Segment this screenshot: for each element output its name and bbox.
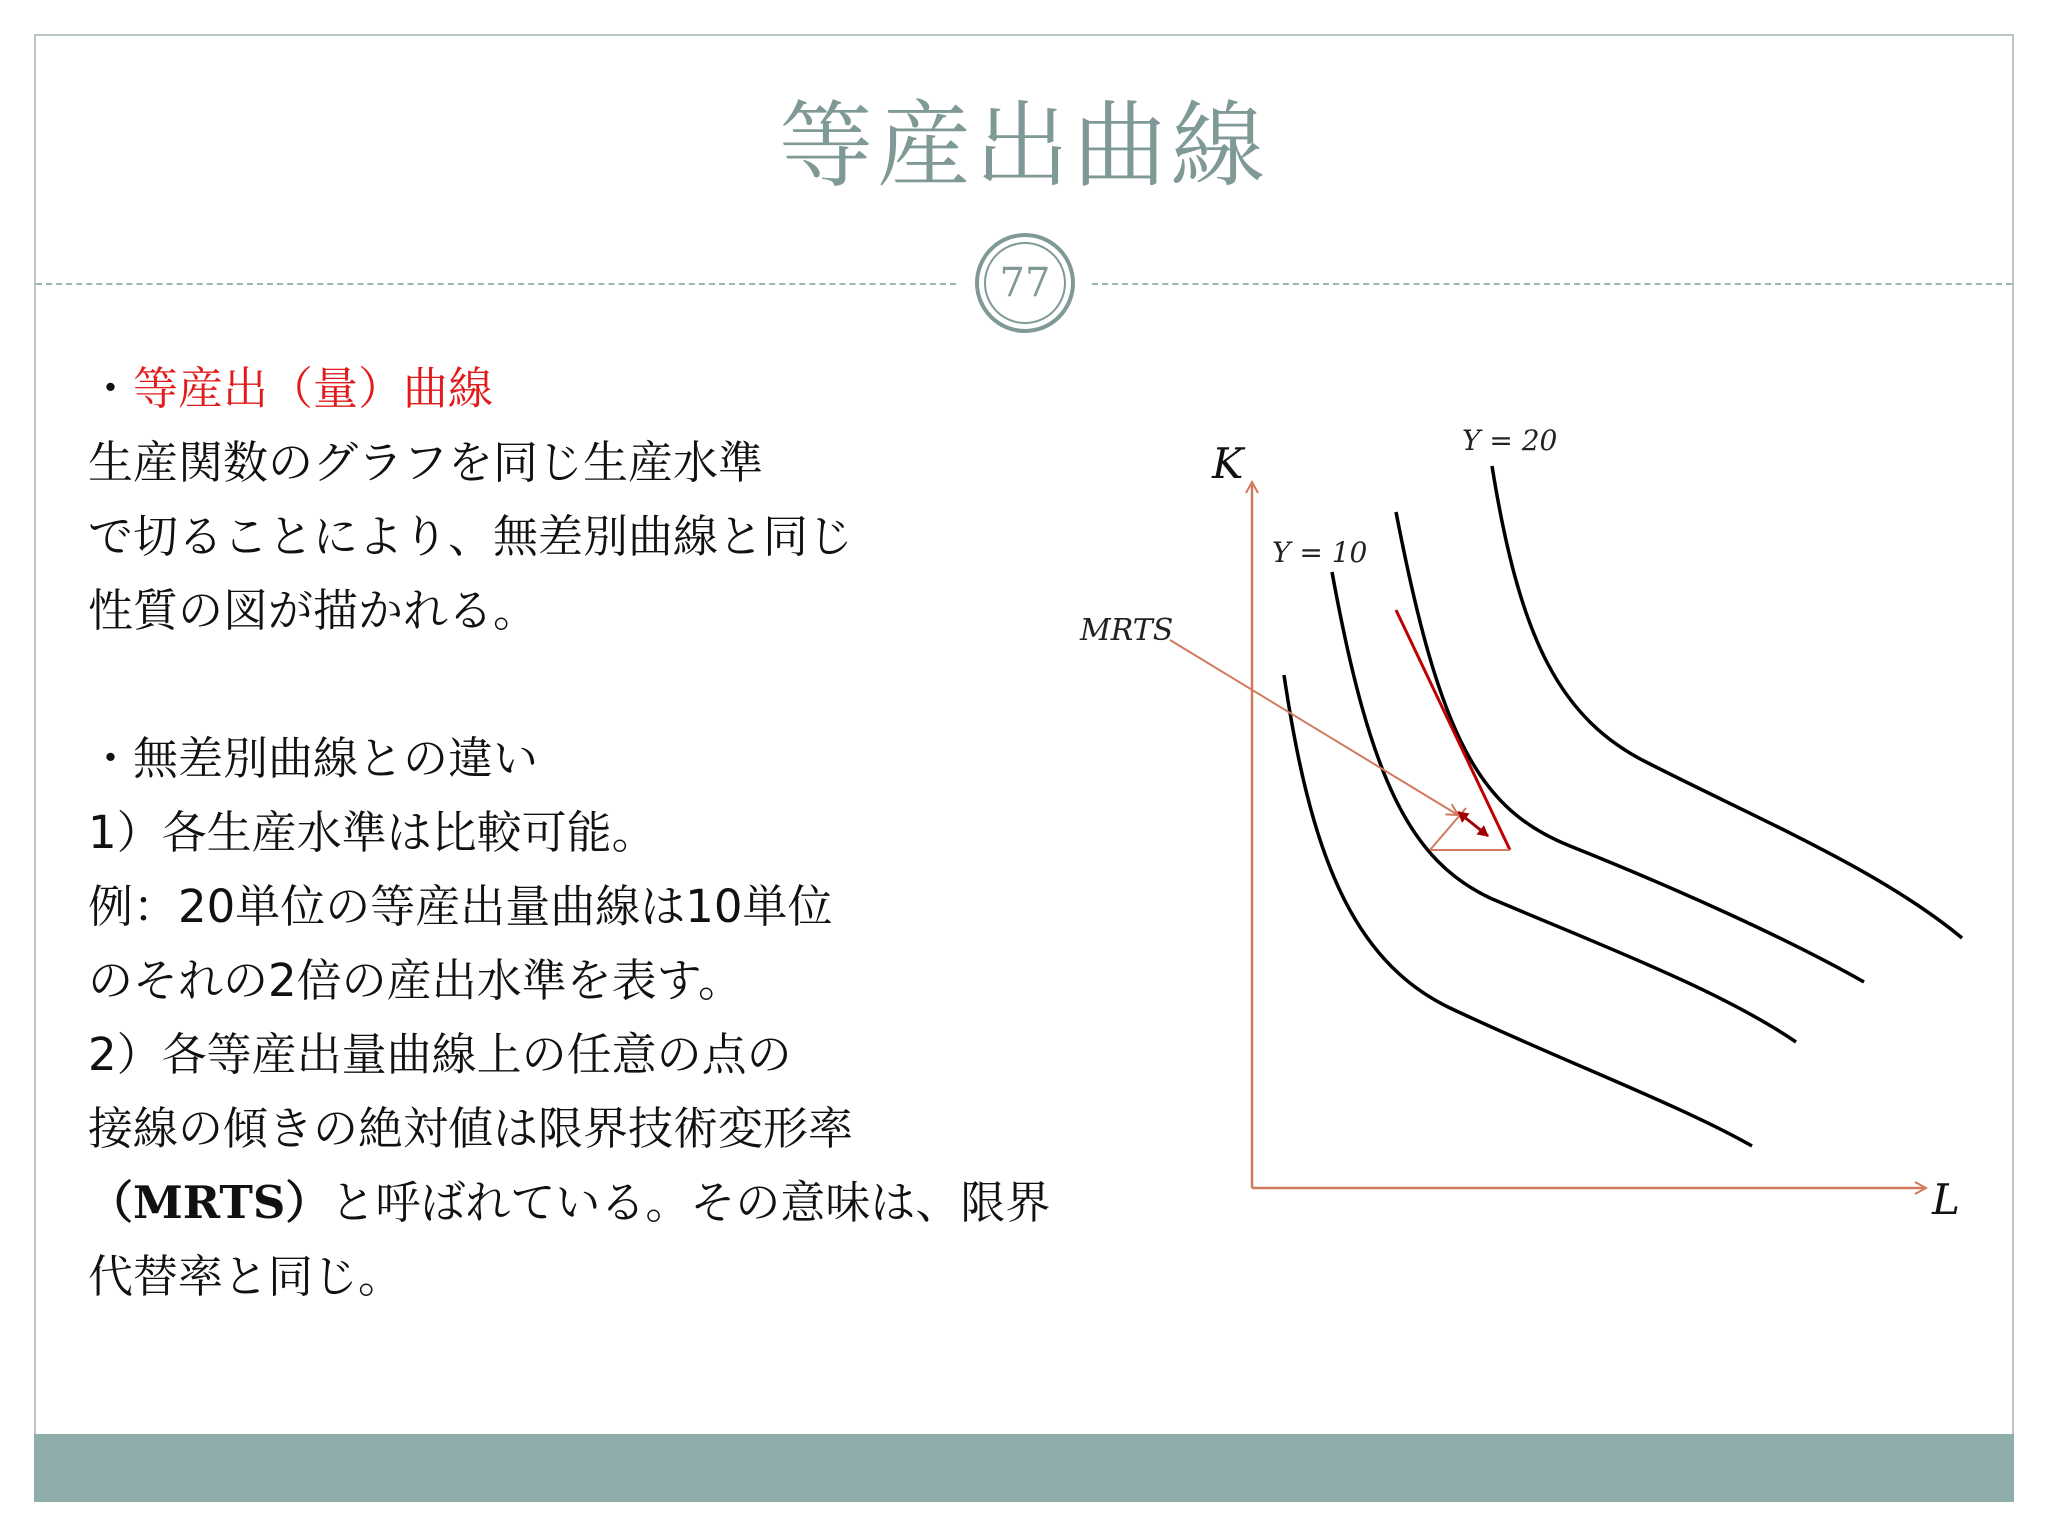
mrts-line-text: と呼ばれている。その意味は、限界 [330, 1176, 1051, 1229]
slide-body [88, 352, 1088, 1314]
footer-bar [34, 1434, 2014, 1502]
title-divider-right [1092, 283, 2012, 285]
slide-title: 等産出曲線 [778, 92, 1269, 201]
blank-line [88, 648, 1088, 722]
paragraph-line: 代替率と同じ。 [88, 1250, 404, 1303]
paragraph-line: 生産関数のグラフを同じ生産水準 [88, 436, 764, 489]
mrts-line [88, 1166, 1088, 1240]
slope-double-arrow [1458, 812, 1488, 836]
paragraph-line: 1）各生産水準は比較可能。 [88, 806, 657, 859]
isoquant-curve-3 [1396, 512, 1864, 982]
paragraph-line: 例：20単位の等産出量曲線は10単位 [88, 880, 833, 933]
heading-differences: ・無差別曲線との違い [88, 732, 539, 785]
isoquant-curve-y10 [1332, 572, 1796, 1042]
tangent-line [1396, 610, 1510, 850]
isoquant-curve-y20 [1492, 466, 1962, 938]
bullet: ・ [88, 362, 134, 415]
page-number: 77 [999, 260, 1051, 306]
paragraph-line: 2）各等産出量曲線上の任意の点の [88, 1028, 792, 1081]
isoquant-diagram [1060, 400, 1990, 1260]
paragraph-line: 性質の図が描かれる。 [88, 584, 539, 637]
curve-label-y20: Y = 20 [1462, 424, 1558, 457]
heading-isoquant [88, 352, 1088, 426]
mrts-term: （MRTS） [88, 1176, 331, 1229]
page-number-badge [975, 233, 1075, 333]
title-divider-left [36, 283, 956, 285]
y-axis-label: K [1212, 439, 1244, 488]
x-axis-label: L [1932, 1175, 1960, 1224]
paragraph-line: で切ることにより、無差別曲線と同じ [88, 510, 854, 563]
heading-isoquant-text: 等産出（量）曲線 [133, 362, 494, 415]
paragraph-line: のそれの2倍の産出水準を表す。 [88, 954, 744, 1007]
mrts-pointer [1170, 640, 1458, 815]
mrts-label: MRTS [1080, 613, 1174, 648]
curve-label-y10: Y = 10 [1272, 536, 1368, 569]
paragraph-line: 接線の傾きの絶対値は限界技術変形率 [88, 1102, 854, 1155]
